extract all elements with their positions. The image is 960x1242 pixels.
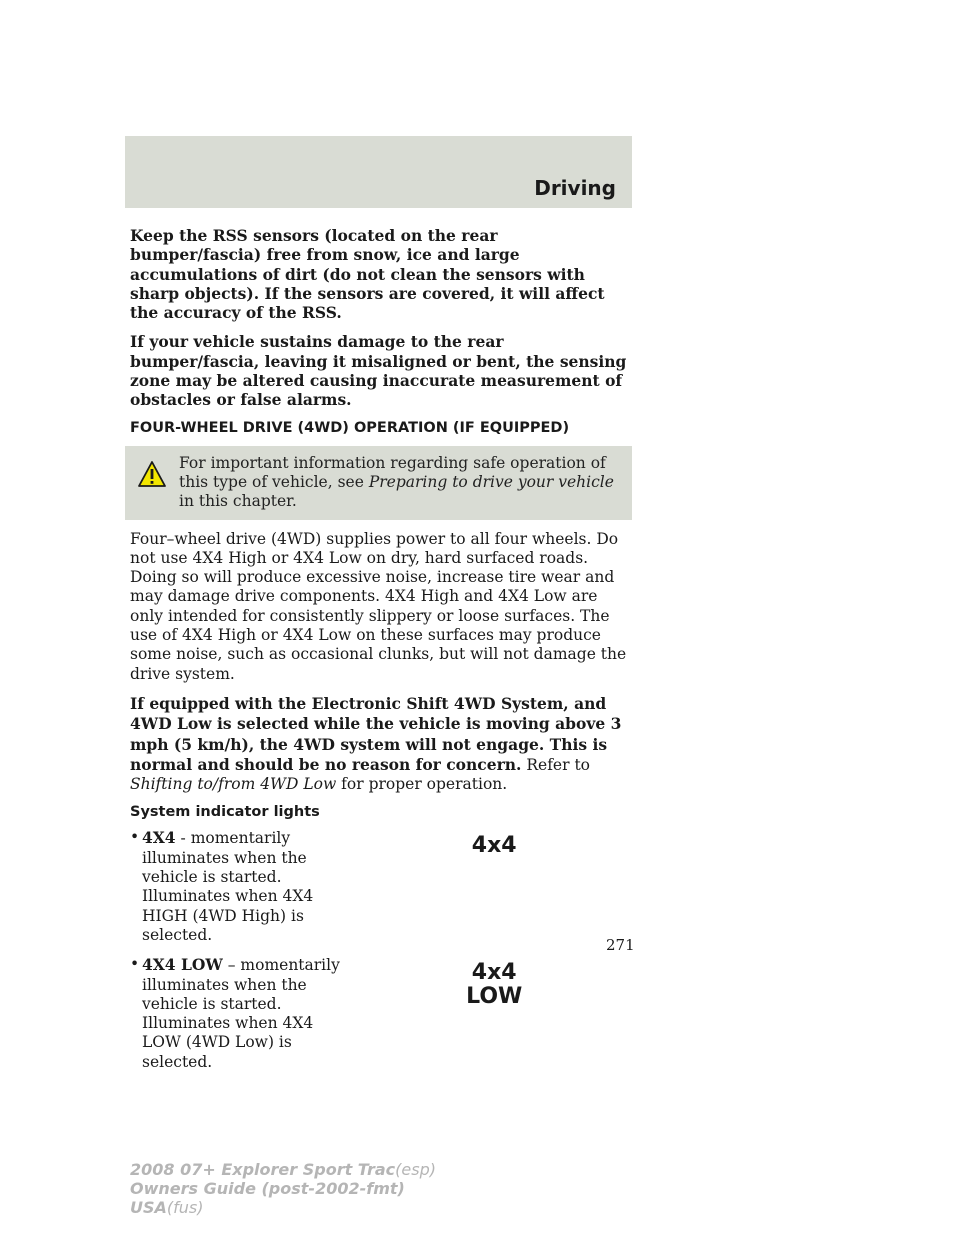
4x4-low-indicator-icon xyxy=(356,955,632,1072)
indicator-description: – momentarily illuminates when the vehicle is started. Illuminates when 4X4 LOW (4WD Low) is selected. xyxy=(142,956,340,1071)
symbol-line: LOW xyxy=(466,984,523,1010)
footer-market: USA xyxy=(130,1198,167,1217)
symbol-line: 4x4 xyxy=(471,960,517,986)
electronic-shift-bold: If equipped with the Electronic Shift 4WD System, and 4WD Low is selected while the vehicle is moving above 3 mph (5 km/h), the 4WD system will not engage. This is normal and should be no reason for concern. xyxy=(130,693,622,774)
indicator-4x4-row xyxy=(130,828,632,945)
section-header xyxy=(125,136,632,208)
footer xyxy=(130,1160,436,1217)
refer-end-text: for proper operation. xyxy=(336,775,508,794)
rss-damage-paragraph: If your vehicle sustains damage to the rear bumper/fascia, leaving it misaligned or bent, the sensing zone may be altered causing inaccurate measurement of obstacles or false alarms. xyxy=(130,332,627,410)
warning-reference: Preparing to drive your vehicle xyxy=(368,472,614,491)
rss-sensor-paragraph: Keep the RSS sensors (located on the rear bumper/fascia) free from snow, ice and large accumulations of dirt (do not clean the sensors with sharp objects). If the sensors are covered, it will affect the accuracy of the RSS. xyxy=(130,226,605,323)
footer-model: 2008 07+ Explorer Sport Trac xyxy=(130,1160,396,1179)
indicator-label: 4X4 xyxy=(142,828,176,848)
shifting-reference: Shifting to/from 4WD Low xyxy=(130,775,337,794)
bullet: • xyxy=(130,828,140,847)
footer-guide: Owners Guide (post-2002-fmt) xyxy=(130,1179,405,1198)
indicator-4x4-low-row xyxy=(130,955,632,1072)
page-number: 271 xyxy=(606,936,635,954)
section-title: Driving xyxy=(534,176,616,200)
4wd-description-paragraph: Four–wheel drive (4WD) supplies power to all four wheels. Do not use 4X4 High or 4X4 Low on dry, hard surfaced roads. Doing so will produce excessive noise, increase tire wear and may damage drive components. 4X4 High and 4X4 Low are only intended for consistently slippery or loose surfaces. The use of 4X4 High or 4X4 Low on these surfaces may produce some noise, such as occasional clunks, but will not damage the drive system. xyxy=(130,529,627,683)
symbol-line: 4x4 xyxy=(471,833,517,859)
indicator-description: - momentarily illuminates when the vehicle is started. Illuminates when 4X4 HIGH (4WD High) is selected. xyxy=(142,829,314,944)
warning-box xyxy=(125,446,632,520)
warning-text xyxy=(179,454,632,512)
warning-text-start: For important information regarding safe operation of this type of vehicle, see xyxy=(179,453,606,491)
bullet: • xyxy=(130,955,140,974)
indicator-lights-heading: System indicator lights xyxy=(130,804,320,821)
footer-market-code: (fus) xyxy=(166,1198,204,1217)
page-content xyxy=(130,226,632,1082)
refer-to-text: Refer to xyxy=(521,755,590,774)
indicator-label: 4X4 LOW xyxy=(142,955,223,975)
4x4-indicator-icon xyxy=(356,828,632,945)
section-heading-4wd: FOUR-WHEEL DRIVE (4WD) OPERATION (IF EQUIPPED) xyxy=(130,419,570,436)
warning-triangle-icon xyxy=(137,460,167,488)
footer-code: (esp) xyxy=(395,1160,436,1179)
electronic-shift-paragraph xyxy=(130,694,632,794)
warning-text-end: in this chapter. xyxy=(179,492,297,511)
